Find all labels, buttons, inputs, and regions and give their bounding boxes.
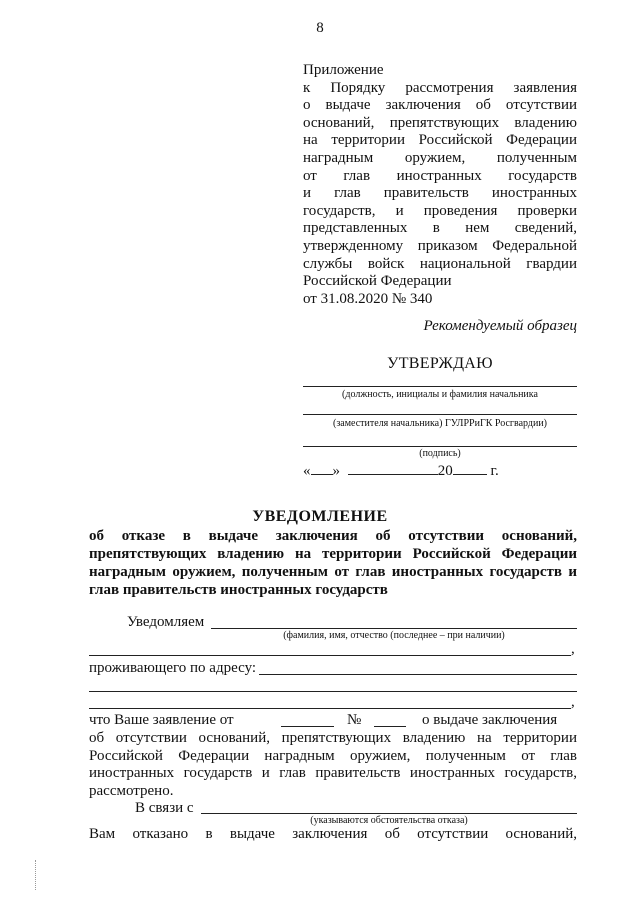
date-day-blank — [311, 460, 333, 475]
position-caption: (должность, инициалы и фамилия начальника — [342, 389, 538, 400]
date-quote-open: « — [303, 463, 311, 479]
date-quote-close: » — [332, 463, 340, 479]
statement-number-blank — [374, 726, 406, 727]
notify-continuation-line — [89, 655, 571, 656]
notice-subtitle-line: препятствующих владению на территории Российской Федерации — [89, 546, 577, 562]
notify-comma: , — [571, 641, 575, 657]
statement-line: об отсутствии оснований, препятствующих владению на территории — [89, 730, 577, 746]
recommended-sample-note: Рекомендуемый образец — [423, 318, 577, 334]
approve-heading: УТВЕРЖДАЮ — [387, 355, 493, 372]
appendix-line: государств, и проведения проверки — [303, 202, 577, 219]
appendix-line: оснований, препятствующих владению — [303, 114, 577, 131]
refusal-line: Вам отказано в выдаче заключения об отсутствии оснований, — [89, 826, 577, 842]
appendix-line: и глав правительств иностранных — [303, 185, 577, 202]
statement-date-blank — [281, 726, 334, 727]
statement-line: иностранных государств и глав правительств иностранных государств, — [89, 765, 577, 782]
address-comma: , — [571, 694, 575, 710]
appendix-line: от глав иностранных государств — [303, 167, 577, 184]
notice-subtitle-line: об отказе в выдаче заключения об отсутствии оснований, — [89, 528, 577, 544]
signature-line — [303, 446, 577, 447]
appendix-line: о выдаче заключения об отсутствии — [303, 97, 577, 114]
due-label: В связи с — [135, 800, 194, 816]
statement-line: рассмотрено. — [89, 782, 174, 799]
date-month-blank — [348, 460, 438, 475]
deputy-caption: (заместителя начальника) ГУЛРРиГК Росгвардии) — [332, 418, 548, 429]
notice-title: УВЕДОМЛЕНИЕ — [252, 508, 388, 525]
appendix-line: Приложение — [303, 62, 384, 78]
signature-caption: (подпись) — [419, 448, 461, 459]
approve-date-row — [303, 460, 499, 480]
date-year-prefix: 20 — [437, 463, 453, 479]
address-line-2 — [89, 691, 577, 692]
appendix-line: к Порядку рассмотрения заявления — [303, 79, 577, 96]
address-label: проживающего по адресу: — [89, 660, 257, 676]
deputy-line — [303, 414, 577, 415]
statement-suffix: о выдаче заключения — [422, 712, 558, 728]
notice-subtitle-line: наградным оружием, полученным от глав иностранных государств и — [89, 564, 577, 580]
statement-prefix: что Ваше заявление от — [89, 712, 234, 728]
appendix-block — [303, 62, 577, 308]
date-year-suffix: г. — [490, 463, 499, 479]
notice-subtitle — [89, 527, 577, 599]
appendix-line: на территории Российской Федерации — [303, 132, 577, 149]
address-line-3 — [89, 708, 571, 709]
position-line — [303, 386, 577, 387]
statement-number-sign: № — [347, 712, 362, 728]
notify-caption: (фамилия, имя, отчество (последнее – при наличии) — [283, 630, 505, 641]
appendix-line: наградным оружием, полученным — [303, 149, 577, 166]
due-reason-line — [201, 813, 577, 814]
appendix-order-date: от 31.08.2020 № 340 — [303, 290, 433, 307]
due-caption: (указываются обстоятельства отказа) — [310, 815, 468, 826]
notify-label: Уведомляем — [127, 614, 205, 630]
statement-text — [89, 730, 577, 800]
appendix-line: представленных в нем сведений, — [303, 220, 577, 237]
appendix-line: утвержденному приказом Федеральной — [303, 237, 577, 254]
notice-subtitle-line: глав правительств иностранных государств — [89, 582, 388, 598]
notify-name-line — [211, 628, 577, 629]
appendix-line: службы войск национальной гвардии — [303, 255, 577, 272]
address-line-1 — [259, 674, 577, 675]
date-year-blank — [453, 460, 487, 475]
refusal-text — [89, 826, 577, 844]
statement-line: Российской Федерации наградным оружием, полученным от глав — [89, 747, 577, 764]
appendix-line: Российской Федерации — [303, 273, 452, 290]
page-number: 8 — [316, 20, 324, 36]
scan-margin-mark — [35, 860, 50, 890]
